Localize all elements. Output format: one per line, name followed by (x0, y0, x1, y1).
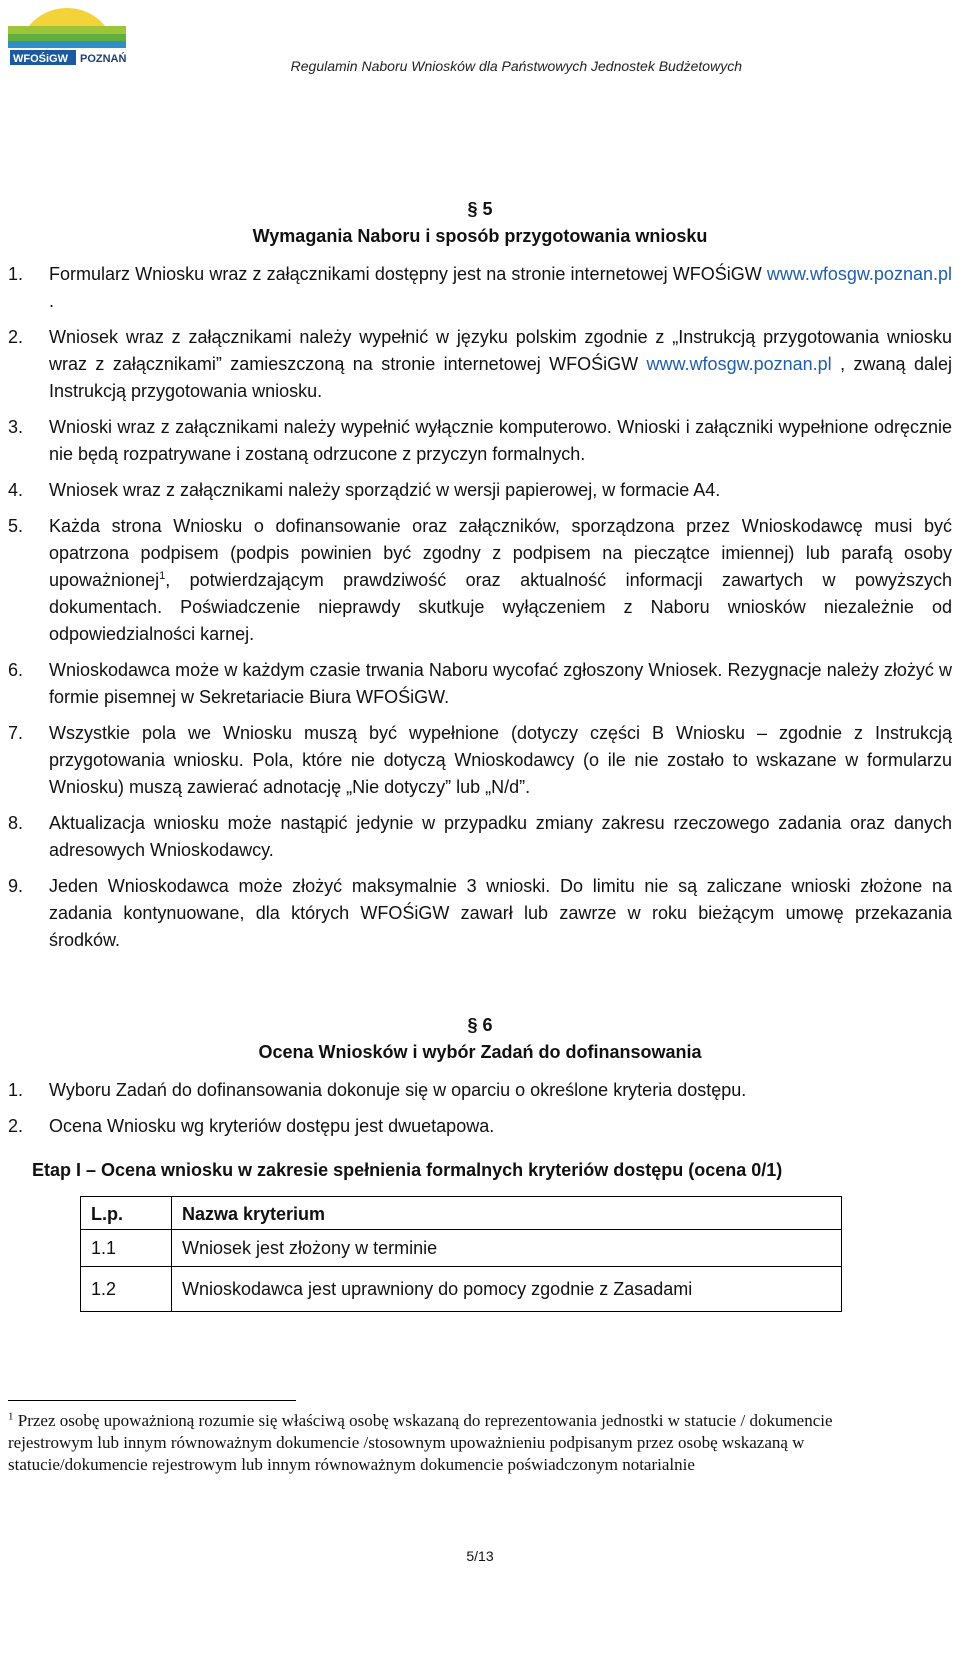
list-item (8, 261, 952, 315)
item-number: 4. (8, 480, 24, 500)
section-6-title: Ocena Wniosków i wybór Zadań do dofinansowania (258, 1042, 702, 1062)
item-text: Aktualizacja wniosku może nastąpić jedynie w przypadku zmiany zakresu rzeczowego zadania oraz danych adresowych Wnioskodawcy. (49, 813, 952, 860)
item-text-end: , potwierdzającym prawdziwość oraz aktualność informacji zawartych w powyższych dokumentach. Poświadczenie nieprawdy skutkuje wyłączeniem z Naboru wniosków niezależnie od odpowiedzialności karnej. (49, 570, 952, 644)
item-text-end: , zwaną dalej Instrukcją przygotowania wniosku. (49, 354, 952, 401)
list-item (8, 477, 952, 504)
item-number: 8. (8, 813, 24, 833)
list-item (8, 324, 952, 405)
table-header-row (81, 1197, 842, 1230)
item-text: Ocena Wniosku wg kryteriów dostępu jest dwuetapowa. (49, 1116, 495, 1136)
column-header-lp: L.p. (81, 1197, 172, 1230)
table-row (81, 1230, 842, 1267)
section-5-number: § 5 (467, 199, 493, 219)
website-link[interactable]: www.wfosgw.poznan.pl (766, 264, 952, 284)
footnote-text: Przez osobę upoważnioną rozumie się właściwą osobę wskazaną do reprezentowania jednostki w statucie / dokumencie rejestrowym lub innym równoważnym dokumencie /stosownym upoważnieniu podpisanym przez osobę wskazaną w statucie/dokumencie rejestrowym lub innym równoważnym dokumencie poświadczonym notarialnie (8, 1411, 833, 1474)
document-body (8, 196, 952, 1312)
item-text: Formularz Wniosku wraz z załącznikami dostępny jest na stronie internetowej WFOŚiGW (49, 264, 767, 284)
item-text: Wyboru Zadań do dofinansowania dokonuje się w oparciu o określone kryteria dostępu. (49, 1080, 747, 1100)
item-number: 3. (8, 417, 24, 437)
logo-text: WFOŚiGW (13, 53, 68, 65)
etap-heading: Etap I – Ocena wniosku w zakresie spełnienia formalnych kryteriów dostępu (ocena 0/1) (32, 1160, 783, 1180)
header-title: Regulamin Naboru Wniosków dla Państwowych Jednostek Budżetowych (290, 58, 742, 74)
criteria-table (80, 1196, 842, 1312)
table-cell-criterion: Wniosek jest złożony w terminie (172, 1230, 842, 1267)
item-text: Wniosek wraz z załącznikami należy sporządzić w wersji papierowej, w formacie A4. (49, 480, 721, 500)
item-number: 9. (8, 876, 24, 896)
table-cell-lp: 1.1 (81, 1230, 172, 1267)
list-item (8, 513, 952, 648)
page-header (0, 0, 960, 80)
list-item (8, 873, 952, 954)
list-item (8, 657, 952, 711)
footnote-reference[interactable]: 1 (159, 570, 166, 582)
item-number: 1. (8, 1080, 24, 1100)
item-number: 2. (8, 1116, 24, 1136)
column-header-criterion: Nazwa kryterium (172, 1197, 842, 1230)
list-item (8, 810, 952, 864)
table-cell-criterion: Wnioskodawca jest uprawniony do pomocy zgodnie z Zasadami (172, 1267, 842, 1312)
logo-city: POZNAŃ (80, 53, 126, 65)
wfosigw-logo (8, 4, 126, 70)
item-text: Jeden Wnioskodawca może złożyć maksymalnie 3 wnioski. Do limitu nie są zaliczane wnioski złożone na zadania kontynuowane, dla których WFOŚiGW zawarł lub zawrze w roku bieżącym umowę przekazania środków. (49, 876, 952, 950)
item-text: Wniosek wraz z załącznikami należy wypełnić w języku polskim zgodnie z „Instrukcją przygotowania wniosku wraz z załącznikami” zamieszczoną na stronie internetowej WFOŚiGW (49, 327, 952, 374)
item-text: Wnioskodawca może w każdym czasie trwania Naboru wycofać zgłoszony Wniosek. Rezygnacje należy złożyć w formie pisemnej w Sekretariacie Biura WFOŚiGW. (49, 660, 952, 707)
table-row (81, 1267, 842, 1312)
table-cell-lp: 1.2 (81, 1267, 172, 1312)
list-item (8, 414, 952, 468)
section-6-list (8, 1077, 952, 1140)
footnote (8, 1410, 898, 1476)
item-number: 2. (8, 327, 24, 347)
item-text-end: . (49, 291, 55, 311)
item-number: 6. (8, 660, 24, 680)
section-5-title: Wymagania Naboru i sposób przygotowania wniosku (252, 226, 708, 246)
item-number: 5. (8, 516, 24, 536)
footnote-mark: 1 (8, 1410, 14, 1423)
page-number: 5/13 (466, 1548, 494, 1564)
list-item (8, 1077, 952, 1104)
list-item (8, 1113, 952, 1140)
item-text: Wnioski wraz z załącznikami należy wypełnić wyłącznie komputerowo. Wnioski i załączniki wypełnione odręcznie nie będą rozpatrywane i zostaną odrzucone z przyczyn formalnych. (49, 417, 952, 464)
item-text: Wszystkie pola we Wniosku muszą być wypełnione (dotyczy części B Wniosku – zgodnie z Instrukcją przygotowania wniosku. Pola, które nie dotyczą Wnioskodawcy (o ile nie zostało to wskazane w formularzu Wniosku) muszą zawierać adnotację „Nie dotyczy” lub „N/d”. (49, 723, 952, 797)
item-number: 1. (8, 264, 24, 284)
list-item (8, 720, 952, 801)
item-text: Każda strona Wniosku o dofinansowanie oraz załączników, sporządzona przez Wnioskodawcę musi być opatrzona podpisem (podpis powinien być zgodny z podpisem na pieczątce imiennej) lub parafą osoby upoważnionej (49, 516, 952, 590)
footnote-separator (8, 1400, 296, 1401)
item-number: 7. (8, 723, 24, 743)
website-link[interactable]: www.wfosgw.poznan.pl (646, 354, 832, 374)
section-6-number: § 6 (467, 1015, 493, 1035)
section-5-list (8, 261, 952, 954)
